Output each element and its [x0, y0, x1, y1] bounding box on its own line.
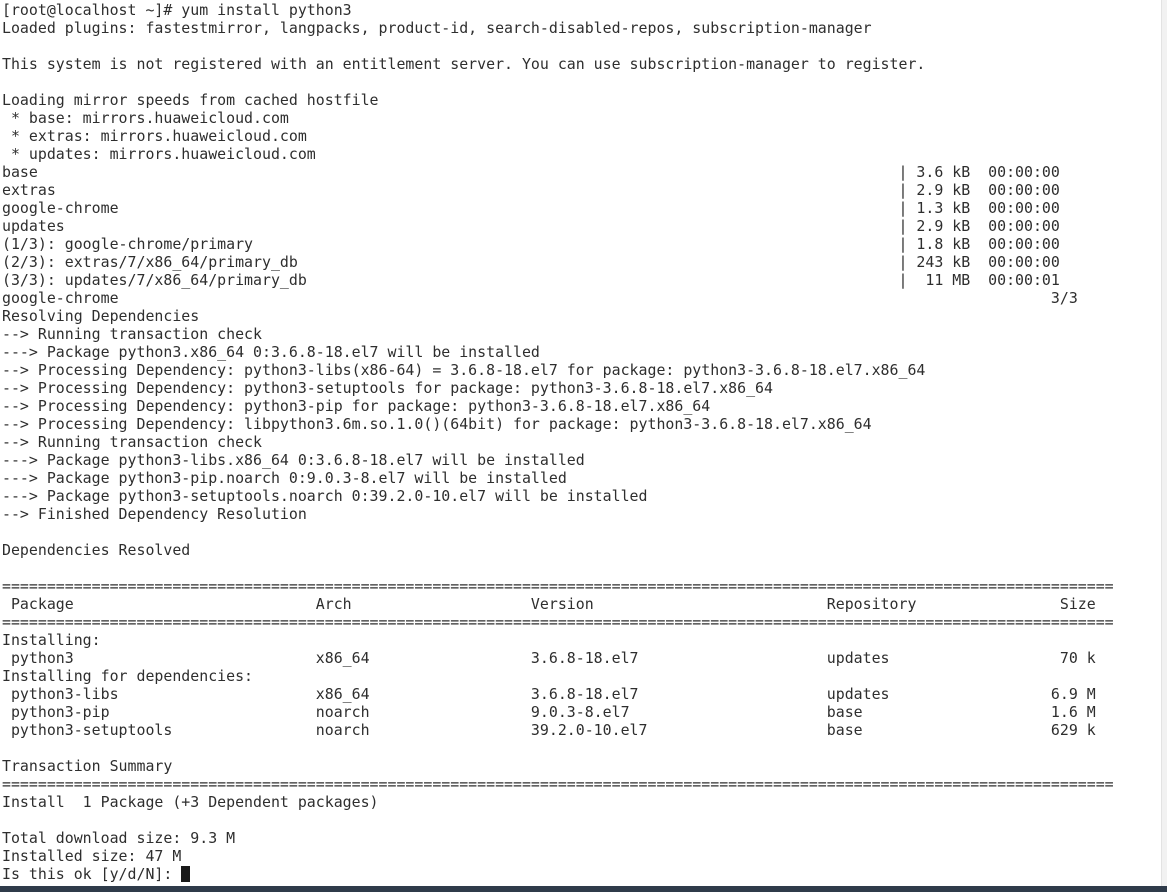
plugins-line: Loaded plugins: fastestmirror, langpacks, product-id, search-disabled-repos, subscription-manager: [2, 19, 872, 37]
text-cursor: [181, 866, 190, 882]
table-row: python3 x86_64 3.6.8-18.el7 updates 70 k: [2, 649, 1096, 667]
table-row: python3-setuptools noarch 39.2.0-10.el7 base 629 k: [2, 721, 1096, 739]
table-section-label: Installing:: [2, 631, 101, 649]
repo-download-line: google-chrome | 1.3 kB 00:00:00: [2, 199, 1060, 217]
terminal-scrollbar[interactable]: [1161, 0, 1167, 886]
resolving-line: Resolving Dependencies: [2, 307, 200, 325]
installed-size-line: Installed size: 47 M: [2, 847, 182, 865]
repo-download-line: (3/3): updates/7/x86_64/primary_db | 11 MB 00:00:01: [2, 271, 1060, 289]
dependency-log-line: ---> Package python3-setuptools.noarch 0:39.2.0-10.el7 will be installed: [2, 487, 648, 505]
dependency-log-line: --> Processing Dependency: python3-setuptools for package: python3-3.6.8-18.el7.x86_64: [2, 379, 773, 397]
dependency-log-line: ---> Package python3-pip.noarch 0:9.0.3-8.el7 will be installed: [2, 469, 567, 487]
mirror-extras-line: * extras: mirrors.huaweicloud.com: [2, 127, 307, 145]
dependency-log-line: ---> Package python3-libs.x86_64 0:3.6.8-18.el7 will be installed: [2, 451, 585, 469]
mirror-speeds-line: Loading mirror speeds from cached hostfile: [2, 91, 379, 109]
dependency-log-line: ---> Package python3.x86_64 0:3.6.8-18.el7 will be installed: [2, 343, 540, 361]
table-header: Package Arch Version Repository Size: [2, 595, 1096, 613]
repo-download-line: extras | 2.9 kB 00:00:00: [2, 181, 1060, 199]
table-divider: ============================================================================================================================: [2, 613, 1114, 631]
repo-download-line: updates | 2.9 kB 00:00:00: [2, 217, 1060, 235]
repo-progress-line: google-chrome 3/3: [2, 289, 1078, 307]
repo-download-line: (1/3): google-chrome/primary | 1.8 kB 00:00:00: [2, 235, 1060, 253]
table-section-label: Installing for dependencies:: [2, 667, 254, 685]
registration-notice: This system is not registered with an entitlement server. You can use subscription-manager to register.: [2, 55, 926, 73]
mirror-base-line: * base: mirrors.huaweicloud.com: [2, 109, 289, 127]
transaction-summary-title: Transaction Summary: [2, 757, 173, 775]
table-row: python3-pip noarch 9.0.3-8.el7 base 1.6 M: [2, 703, 1096, 721]
download-size-line: Total download size: 9.3 M: [2, 829, 236, 847]
dependencies-resolved-line: Dependencies Resolved: [2, 541, 191, 559]
confirm-prompt-line[interactable]: [2, 865, 190, 883]
dependency-log-line: --> Processing Dependency: python3-pip for package: python3-3.6.8-18.el7.x86_64: [2, 397, 711, 415]
repo-download-line: base | 3.6 kB 00:00:00: [2, 163, 1060, 181]
mirror-updates-line: * updates: mirrors.huaweicloud.com: [2, 145, 316, 163]
desktop-taskbar-edge: [0, 886, 1167, 892]
dependency-log-line: --> Running transaction check: [2, 325, 262, 343]
command-prompt-line: [root@localhost ~]# yum install python3: [2, 1, 352, 19]
table-row: python3-libs x86_64 3.6.8-18.el7 updates 6.9 M: [2, 685, 1096, 703]
confirm-prompt-text: Is this ok [y/d/N]:: [2, 865, 182, 883]
dependency-log-line: --> Finished Dependency Resolution: [2, 505, 307, 523]
dependency-log-line: --> Running transaction check: [2, 433, 262, 451]
dependency-log-line: --> Processing Dependency: libpython3.6m.so.1.0()(64bit) for package: python3-3.6.8-18.el7.x86_64: [2, 415, 872, 433]
dependency-log-line: --> Processing Dependency: python3-libs(x86-64) = 3.6.8-18.el7 for package: python3-3.6.8-18.el7.x86_64: [2, 361, 926, 379]
repo-download-line: (2/3): extras/7/x86_64/primary_db | 243 kB 00:00:00: [2, 253, 1060, 271]
table-divider: ============================================================================================================================: [2, 577, 1114, 595]
table-divider: ============================================================================================================================: [2, 775, 1114, 793]
install-summary-line: Install 1 Package (+3 Dependent packages): [2, 793, 379, 811]
